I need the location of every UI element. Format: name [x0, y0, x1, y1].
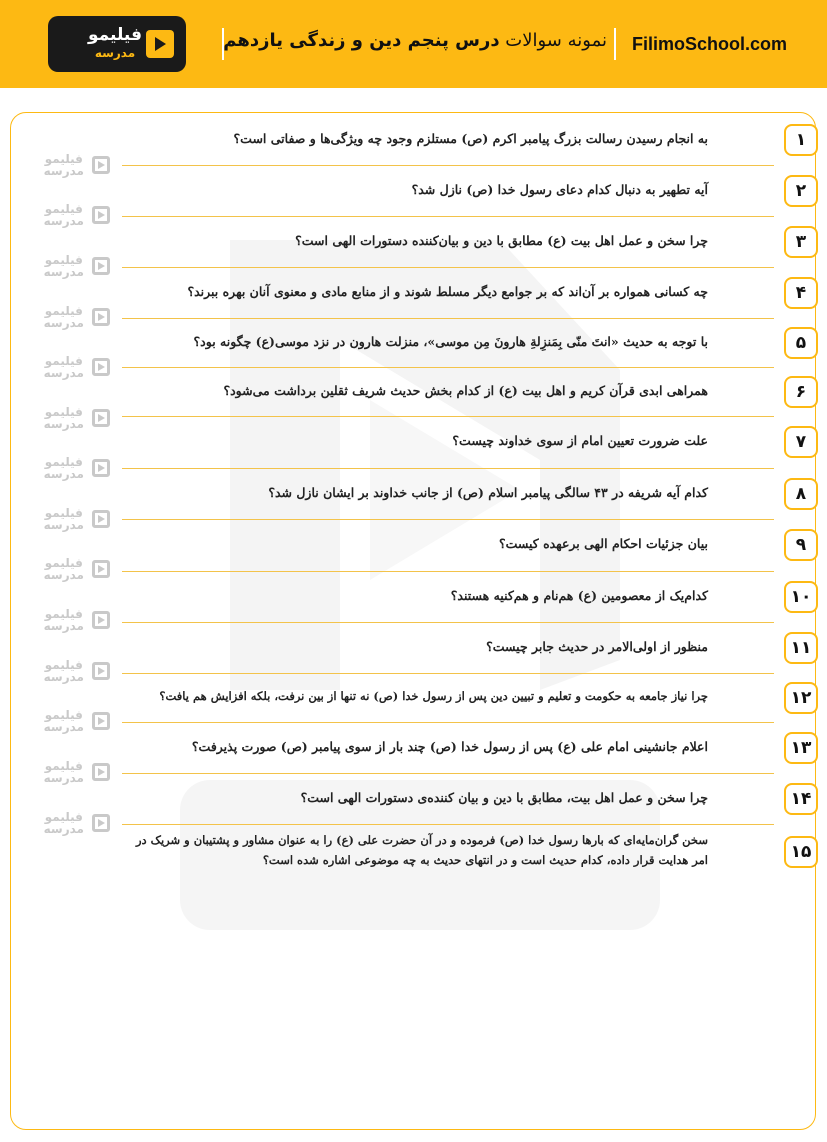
question-number-badge: ۱۳	[784, 732, 818, 764]
question-row	[122, 114, 807, 166]
play-icon	[92, 662, 110, 680]
question-number-badge: ۶	[784, 376, 818, 408]
play-icon	[92, 763, 110, 781]
play-icon	[92, 814, 110, 832]
question-text: سخن گران‌مایه‌ای که بارها رسول خدا (ص) فرموده و در آن حضرت علی (ع) را به عنوان مشاور و پشتیبان و شریک در امر هدایت قرار داده، کدام حدیث است و در انتهای حدیث به چه موضوعی اشاره شده است؟	[135, 833, 708, 867]
question-text: آیه تطهیر به دنبال کدام دعای رسول خدا (ص) نازل شد؟	[411, 182, 708, 197]
side-watermark-logo: فیلیمو مدرسه	[32, 305, 114, 331]
play-icon	[92, 358, 110, 376]
question-number-badge: ۷	[784, 426, 818, 458]
question-text: کدام آیه شریفه در ۴۳ سالگی پیامبر اسلام (ص) از جانب خداوند بر ایشان نازل شد؟	[268, 485, 708, 500]
play-icon	[92, 510, 110, 528]
question-text: بیان جزئیات احکام الهی برعهده کیست؟	[498, 536, 708, 551]
play-icon	[92, 459, 110, 477]
side-watermark-logo: فیلیمو مدرسه	[32, 456, 114, 482]
play-icon	[146, 30, 174, 58]
question-row	[122, 673, 812, 723]
question-text: چرا سخن و عمل اهل بیت، مطابق با دین و بیان کننده‌ی دستورات الهی است؟	[300, 790, 708, 805]
page-title: نمونه سوالات درس پنجم دین و زندگی یازدهم	[223, 30, 607, 51]
side-watermark-logo: فیلیمو مدرسه	[32, 355, 114, 381]
side-watermark-logo: فیلیمو مدرسه	[32, 406, 114, 432]
side-watermark-logo: فیلیمو مدرسه	[32, 709, 114, 735]
side-watermark-logo: فیلیمو مدرسه	[32, 557, 114, 583]
question-text: همراهی ابدی قرآن کریم و اهل بیت (ع) از کدام بخش حدیث شریف ثقلین برداشت می‌شود؟	[223, 383, 708, 398]
play-icon	[92, 156, 110, 174]
question-row	[122, 267, 807, 319]
question-number-badge: ۱۴	[784, 783, 818, 815]
question-text: کدام‌یک از معصومین (ع) هم‌نام و هم‌کنیه هستند؟	[450, 588, 708, 603]
question-number-badge: ۵	[784, 327, 818, 359]
play-icon	[92, 206, 110, 224]
side-watermark-logo: فیلیمو مدرسه	[32, 608, 114, 634]
site-url[interactable]: FilimoSchool.com	[632, 34, 788, 54]
header-bar	[0, 0, 827, 88]
question-row	[122, 824, 812, 884]
play-icon	[92, 712, 110, 730]
side-watermark-logo: فیلیمو مدرسه	[32, 153, 114, 179]
play-icon	[92, 611, 110, 629]
question-text: چرا نیاز جامعه به حکومت و تعلیم و تبیین دین پس از رسول خدا (ص) نه تنها از بین نرفت، بلکه افزایش هم یافت؟	[159, 689, 708, 703]
question-text: با توجه به حدیث «انتَ منّی بِمَنزِلةِ هارونَ مِن موسی»، منزلت هارون در نزد موسی(ع) چگونه بود؟	[193, 334, 708, 349]
question-row	[122, 571, 812, 623]
question-row	[122, 722, 812, 774]
filimo-school-logo[interactable]	[48, 16, 186, 72]
question-number-badge: ۹	[784, 529, 818, 561]
question-number-badge: ۱۱	[784, 632, 818, 664]
question-number-badge: ۴	[784, 277, 818, 309]
question-number-badge: ۱۰	[784, 581, 818, 613]
side-watermark-logo: فیلیمو مدرسه	[32, 659, 114, 685]
question-number-badge: ۱۲	[784, 682, 818, 714]
play-icon	[92, 409, 110, 427]
question-text: چه کسانی همواره بر آن‌اند که بر جوامع دیگر مسلط شوند و از منابع مادی و معنوی آنان بهره ببرند؟	[187, 284, 708, 299]
question-text: منظور از اولی‌الامر در حدیث جابر چیست؟	[486, 639, 708, 654]
question-number-badge: ۳	[784, 226, 818, 258]
question-number-badge: ۸	[784, 478, 818, 510]
side-watermark-logo: فیلیمو مدرسه	[32, 507, 114, 533]
play-icon	[92, 257, 110, 275]
question-text: علت ضرورت تعیین امام از سوی خداوند چیست؟	[452, 433, 708, 448]
question-text: به انجام رسیدن رسالت بزرگ پیامبر اکرم (ص) مستلزم وجود چه ویژگی‌ها و صفاتی است؟	[233, 131, 708, 146]
play-icon	[92, 560, 110, 578]
question-row	[122, 216, 807, 268]
question-number-badge: ۱	[784, 124, 818, 156]
question-row	[122, 468, 807, 520]
side-watermark-logo: فیلیمو مدرسه	[32, 811, 114, 837]
side-watermark-logo: فیلیمو مدرسه	[32, 203, 114, 229]
play-icon	[92, 308, 110, 326]
question-row	[122, 416, 807, 469]
question-text: چرا سخن و عمل اهل بیت (ع) مطابق با دین و بیان‌کننده دستورات الهی است؟	[295, 233, 708, 248]
question-number-badge: ۱۵	[784, 836, 818, 868]
question-text: اعلام جانشینی امام علی (ع) پس از رسول خدا (ص) چند بار از سوی پیامبر (ص) صورت پذیرفت؟	[191, 739, 708, 754]
question-number-badge: ۲	[784, 175, 818, 207]
question-row	[122, 622, 812, 674]
logo-text: فیلیمو مدرسه	[87, 25, 142, 60]
question-row	[122, 367, 807, 417]
question-row	[122, 773, 812, 825]
side-watermark-logo: فیلیمو مدرسه	[32, 254, 114, 280]
header-divider	[614, 28, 616, 60]
question-row	[122, 165, 807, 217]
side-watermark-logo: فیلیمو مدرسه	[32, 760, 114, 786]
question-row	[122, 519, 807, 572]
question-row	[122, 318, 807, 368]
